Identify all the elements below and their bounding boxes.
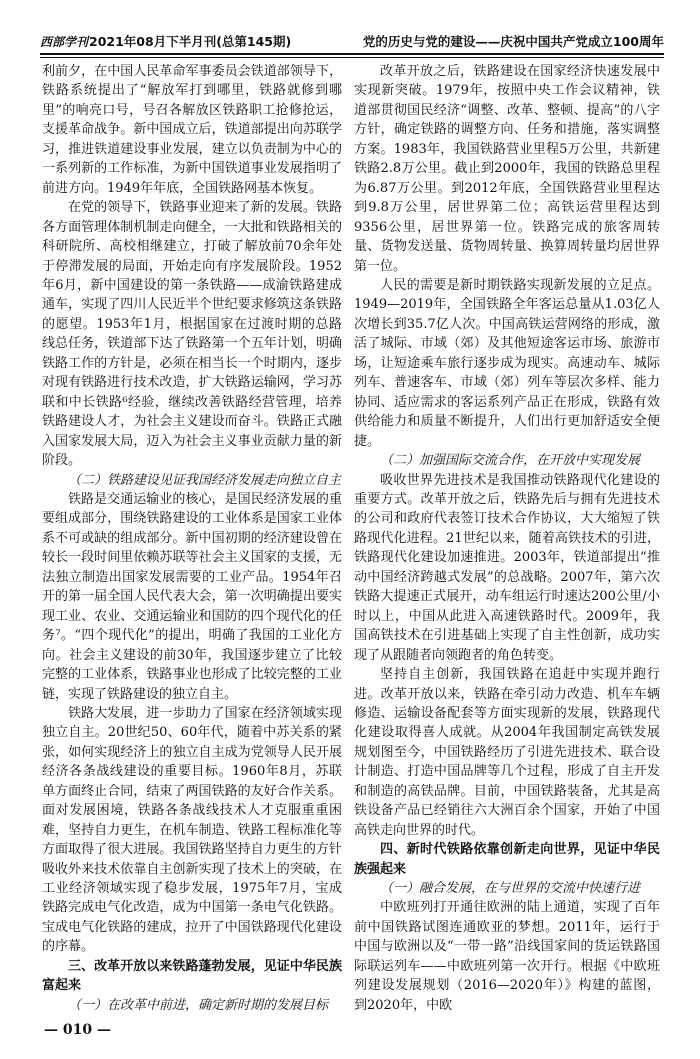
header-rule-thin xyxy=(40,57,664,58)
paragraph: 在党的领导下，铁路事业迎来了新的发展。铁路各方面管理体制机制走向健全，一大批和铁路相关的科研院所、高校相继建立，打破了解放前70余年处于停滞发展的局面，开始走向有序发展阶段。1952年6月，新中国建设的第一条铁路——成渝铁路建成通车，实现了四川人民近半个世纪要求修筑这条铁路的愿望。1953年1月，根据国家在过渡时期的总路线总任务，铁道部下达了铁路第一个五年计划，明确铁路工作的方针是，必须在相当长一个时期内，逐步对现有铁路进行技术改造，扩大铁路运输网，学习苏联和中长铁路⁶经验，继续改善铁路经营管理，培养铁路建设人才，为社会主义建设而奋斗。铁路正式融入国家发展大局，迈入为社会主义事业贡献力量的新阶段。 xyxy=(42,200,342,469)
subheading: （一）融合发展，在与世界的交流中快速行进 xyxy=(380,881,641,897)
section-title-header: 党的历史与党的建设——庆祝中国共产党成立100周年 xyxy=(362,34,664,49)
left-column xyxy=(42,62,342,1039)
paragraph: 人民的需要是新时期铁路实现新发展的立足点。1949—2019年，全国铁路全年客运总量从1.03亿人次增长到35.7亿人次。中国高铁运营网络的形成，激活了城际、市域（郊）及其他短途客运市场、旅游市场，让短途乘车旅行逐步成为现实。高速动车、城际列车、普速客车、市域（郊）列车等层次多样、能力协同、适应需求的客运系列产品正在形成，铁路有效供给能力和质量不断提升，人们出行更加舒适安全便捷。 xyxy=(354,277,660,449)
columns xyxy=(40,62,664,1039)
paragraph: 改革开放之后，铁路建设在国家经济快速发展中实现新突破。1979年，按照中央工作会议精神，铁道部贯彻国民经济“调整、改革、整顿、提高”的八字方针，确定铁路的调整方向、任务和措施，落实调整方案。1983年，我国铁路营业里程5万公里，共新建铁路2.8万公里。截止到2000年，我国的铁路总里程为6.87万公里。到2012年底，全国铁路营业里程达到9.8万公里，居世界第二位；高铁运营里程达到9356公里，居世界第一位。铁路完成的旅客周转量、货物发送量、货物周转量、换算周转量均居世界第一位。 xyxy=(354,64,660,274)
paragraph: 利前夕，在中国人民革命军事委员会铁道部领导下，铁路系统提出了“解放军打到哪里，铁路就修到哪里”的响亮口号，号召各解放区铁路职工抢修抢运，支援革命战争。新中国成立后，铁道部提出向苏联学习，推进铁道建设事业发展，建立以负责制为中心的一系列新的工作标准，为新中国铁道事业发展指明了前进方向。1949年年底，全国铁路网基本恢复。 xyxy=(42,64,342,196)
page-number: — 010 — xyxy=(44,1022,111,1039)
journal-issue-header xyxy=(40,34,291,50)
section-heading: 四、新时代铁路依靠创新走向世界，见证中华民族强起来 xyxy=(354,842,660,877)
header-rule-thick xyxy=(40,53,664,55)
paragraph: 吸收世界先进技术是我国推动铁路现代化建设的重要方式。改革开放之后，铁路先后与拥有先进技术的公司和政府代表签订技术合作协议，大大缩短了铁路现代化进程。21世纪以来，随着高铁技术的引进，铁路现代化建设加速推进。2003年，铁道部提出“推动中国经济跨越式发展”的总战略。2007年，第六次铁路大提速正式展开，动车组运行时速达200公里/小时以上，中国从此进入高速铁路时代。2009年，我国高铁技术在引进基础上实现了自主性创新，成功实现了从跟随者向领跑者的角色转变。 xyxy=(354,472,660,663)
right-column xyxy=(354,62,660,1015)
running-header xyxy=(40,34,664,50)
issue-label: 2021年08月下半月刊(总第145期) xyxy=(89,34,292,49)
journal-logo: 西部学刊 xyxy=(40,35,89,49)
paragraph: 铁路是交通运输业的核心，是国民经济发展的重要组成部分，围绕铁路建设的工业体系是国家工业体系不可或缺的组成部分。新中国初期的经济建设曾在较长一段时间里依赖苏联等社会主义国家的支援，无法独立制造出国家发展需要的工业产品。1954年召开的第一届全国人民代表大会，第一次明确提出要实现工业、农业、交通运输业和国防的四个现代化的任务⁷。“四个现代化”的提出，明确了我国的工业化方向。社会主义建设的前30年，我国逐步建立了比较完整的工业体系，铁路事业也形成了比较完整的工业链，实现了铁路建设的独立自主。 xyxy=(42,491,342,702)
subheading: （二）铁路建设见证我国经济发展走向独立自主 xyxy=(68,472,342,488)
paragraph: 铁路大发展，进一步助力了国家在经济领域实现独立自主。20世纪50、60年代，随着中苏关系的紧张，如何实现经济上的独立自主成为党领导人民开展经济各条战线建设的重要目标。1960年8月，苏联单方面终止合同，结束了两国铁路的友好合作关系。面对发展困境，铁路各条战线技术人才克服重重困难，坚持自力更生，在机车制造、铁路工程标准化等方面取得了很大进展。我国铁路坚持自力更生的方针吸收外来技术依靠自主创新实现了技术上的突破，在工业经济领域实现了稳步发展，1975年7月，宝成铁路完成电气化改造，成为中国第一条电气化铁路。宝成电气化铁路的建成，拉开了中国铁路现代化建设的序幕。 xyxy=(42,705,342,955)
paragraph: 中欧班列打开通往欧洲的陆上通道，实现了百年前中国铁路试图连通欧亚的梦想。2011年，运行于中国与欧洲以及“一带一路”沿线国家间的货运铁路国际联运列车——中欧班列第一次开行。根据《中欧班列建设发展规划（2016—2020年）》构建的蓝图，到2020年，中欧 xyxy=(354,900,660,1013)
paragraph: 坚持自主创新，我国铁路在追赶中实现并跑行进。改革开放以来，铁路在牵引动力改造、机车车辆修造、运输设备配套等方面实现新的发展，铁路现代化建设取得喜人成就。从2004年我国制定高铁发展规划图至今，中国铁路经历了引进先进技术、联合设计制造、打造中国品牌等几个过程，形成了自主开发和制造的高铁品牌。目前，中国铁路装备，尤其是高铁设备产品已经销往六大洲百余个国家，开始了中国高铁走向世界的时代。 xyxy=(354,667,660,838)
subheading: （一）在改革中前进，确定新时期的发展目标 xyxy=(68,997,329,1013)
section-heading: 三、改革开放以来铁路蓬勃发展，见证中华民族富起来 xyxy=(42,958,342,994)
subheading: （二）加强国际交流合作，在开放中实现发展 xyxy=(380,453,641,469)
